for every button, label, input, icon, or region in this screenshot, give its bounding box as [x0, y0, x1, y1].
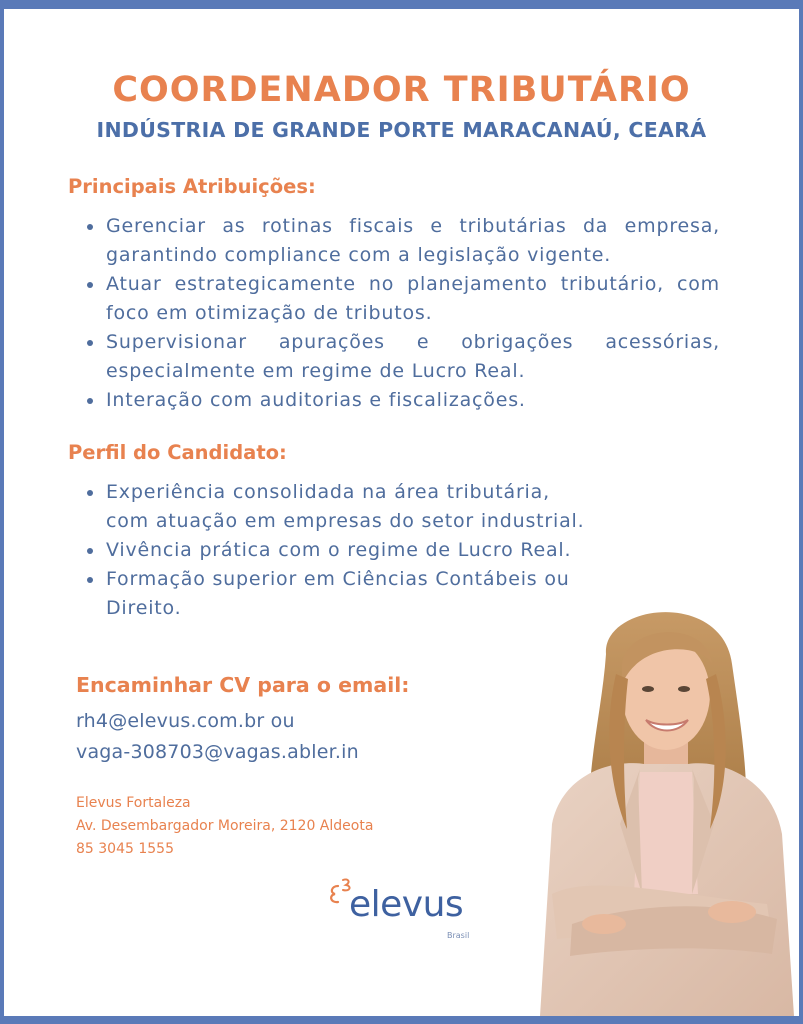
office-name: Elevus Fortaleza: [76, 795, 191, 811]
email-block: [76, 706, 359, 768]
logo-wordmark: elevus: [349, 884, 464, 925]
frame-bottom-border: [0, 1016, 803, 1024]
list-item: Vivência prática com o regime de Lucro Real.: [86, 536, 586, 565]
list-item: Atuar estrategicamente no planejamento tributário, com foco em otimização de tributos.: [86, 270, 720, 328]
frame-left-border: [0, 0, 4, 1024]
list-item: Experiência consolidada na área tributária, com atuação em empresas do setor industrial.: [86, 478, 586, 536]
attributions-list: [86, 212, 720, 415]
profile-heading: Perfil do Candidato:: [68, 441, 287, 464]
office-address: [76, 792, 373, 861]
list-item: Interação com auditorias e fiscalizações.: [86, 386, 720, 415]
job-subtitle: INDÚSTRIA DE GRANDE PORTE MARACANAÚ, CEARÁ: [96, 118, 707, 142]
office-phone: 85 3045 1555: [76, 841, 174, 857]
logo-subtitle: Brasil: [447, 931, 470, 940]
list-item: Supervisionar apurações e obrigações acessórias, especialmente em regime de Lucro Real.: [86, 328, 720, 386]
candidate-photo: [532, 594, 799, 1016]
attributions-heading: Principais Atribuições:: [68, 175, 316, 198]
profile-list: [86, 478, 586, 623]
email-heading: Encaminhar CV para o email:: [76, 673, 410, 697]
email-address-1[interactable]: rh4@elevus.com.br ou: [76, 710, 295, 732]
email-address-2[interactable]: vaga-308703@vagas.abler.in: [76, 741, 359, 763]
elevus-logo: [326, 876, 476, 946]
office-street: Av. Desembargador Moreira, 2120 Aldeota: [76, 818, 374, 834]
frame-top-border: [0, 0, 803, 9]
frame-right-border: [799, 0, 803, 1024]
list-item: Gerenciar as rotinas fiscais e tributárias da empresa, garantindo compliance com a legislação vigente.: [86, 212, 720, 270]
job-title: COORDENADOR TRIBUTÁRIO: [112, 70, 691, 110]
list-item: Formação superior em Ciências Contábeis ou Direito.: [86, 565, 586, 623]
